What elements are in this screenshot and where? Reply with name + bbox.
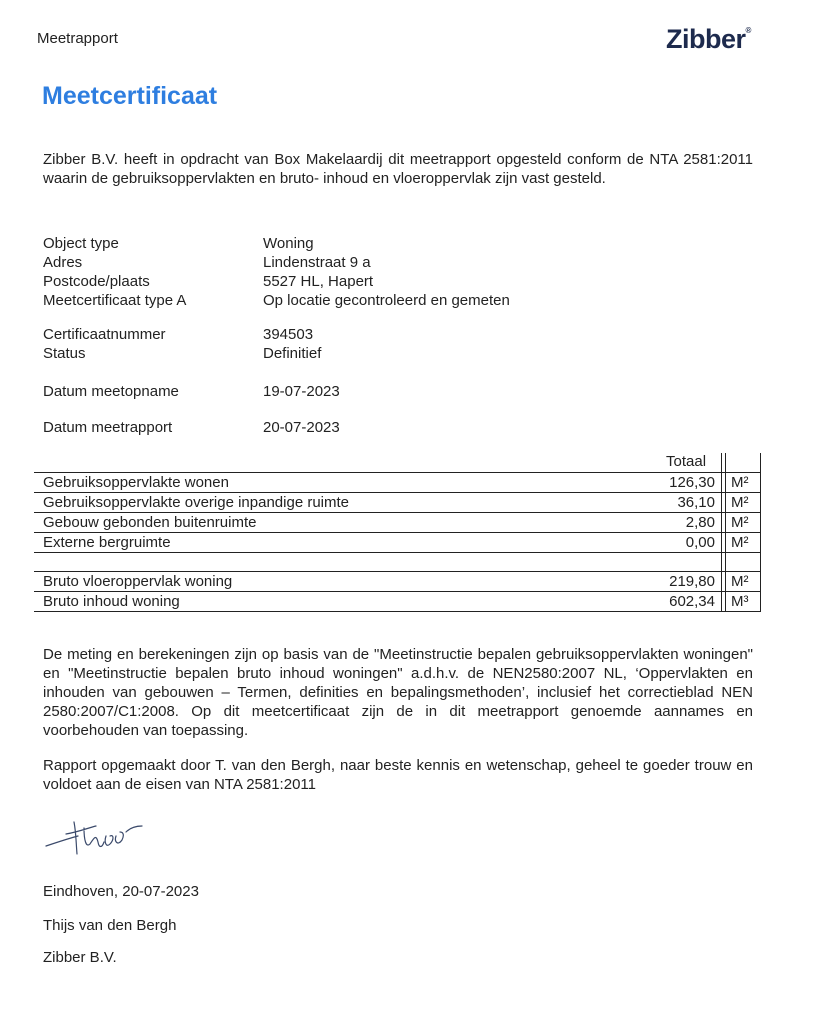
info-value: Definitief (263, 345, 322, 362)
handwritten-signature (44, 808, 154, 873)
info-label: Object type (43, 235, 119, 252)
row-label: Gebouw gebonden buitenruimte (43, 514, 257, 531)
info-label: Postcode/plaats (43, 273, 150, 290)
row-label: Gebruiksoppervlakte wonen (43, 474, 229, 491)
row-value: 2,80 (685, 514, 715, 531)
column-header-totaal: Totaal (666, 453, 707, 470)
table-rule (34, 472, 761, 473)
header-label: Meetrapport (37, 30, 118, 47)
table-row (34, 473, 761, 493)
info-value: 5527 HL, Hapert (263, 273, 374, 290)
table-rule (34, 552, 761, 553)
table-column-divider (760, 453, 761, 612)
row-label: Bruto inhoud woning (43, 593, 180, 610)
row-unit: M² (731, 514, 749, 531)
info-value: Lindenstraat 9 a (263, 254, 371, 271)
signature-image (44, 808, 154, 868)
table-rule (34, 492, 761, 493)
row-unit: M² (731, 474, 749, 491)
row-label: Gebruiksoppervlakte overige inpandige ruimte (43, 494, 350, 511)
logo-text: Zibber (666, 24, 746, 54)
info-label: Status (43, 345, 86, 362)
page-title: Meetcertificaat (42, 82, 218, 110)
row-value: 602,34 (669, 593, 715, 610)
row-label: Externe bergruimte (43, 534, 171, 551)
rapport-paragraph: Rapport opgemaakt door T. van den Bergh, naar beste kennis en wetenschap, geheel te goeder trouw en voldoet aan de eisen van NTA 2581:2011 (43, 757, 753, 793)
row-unit: M³ (731, 593, 749, 610)
row-label: Bruto vloeroppervlak woning (43, 573, 233, 590)
info-value: 19-07-2023 (263, 383, 340, 400)
info-value: 20-07-2023 (263, 419, 340, 436)
row-value: 219,80 (669, 573, 715, 590)
row-unit: M² (731, 494, 749, 511)
row-unit: M² (731, 573, 749, 590)
info-value: 394503 (263, 326, 314, 343)
row-value: 36,10 (677, 494, 715, 511)
table-rule (34, 611, 761, 612)
zibber-logo (666, 24, 751, 55)
row-value: 0,00 (685, 534, 715, 551)
info-label: Datum meetopname (43, 383, 179, 400)
table-column-divider (721, 453, 722, 612)
info-label: Meetcertificaat type A (43, 292, 187, 309)
info-label: Adres (43, 254, 83, 271)
table-row (34, 533, 761, 553)
info-value: Woning (263, 235, 314, 252)
table-row (34, 592, 761, 612)
info-value: Op locatie gecontroleerd en gemeten (263, 292, 510, 309)
table-rule (34, 591, 761, 592)
table-row (34, 493, 761, 513)
table-row (34, 513, 761, 533)
table-rule (34, 571, 761, 572)
signer-name: Thijs van den Bergh (43, 917, 177, 934)
info-label: Datum meetrapport (43, 419, 173, 436)
row-unit: M² (731, 534, 749, 551)
table-row (34, 572, 761, 592)
place-date: Eindhoven, 20-07-2023 (43, 883, 199, 900)
row-value: 126,30 (669, 474, 715, 491)
table-rule (34, 512, 761, 513)
table-column-divider (725, 453, 726, 612)
info-label: Certificaatnummer (43, 326, 166, 343)
company-name: Zibber B.V. (43, 949, 117, 966)
closing-paragraph: De meting en berekeningen zijn op basis van de "Meetinstructie bepalen gebruiksoppervlakten woningen" en "Meetinstructie bepalen bruto inhoud woningen" a.d.h.v. de NEN2580:2007 NL, ‘Oppervlakten en inhouden van gebouwen – Termen, definities en bepalingsmethoden’, inclusief het correctieblad NEN 2580:2007/C1:2008. Op dit meetcertificaat zijn de in dit meetrapport genoemde aannames en voorbehouden van toepassing. (43, 646, 753, 739)
intro-paragraph: Zibber B.V. heeft in opdracht van Box Makelaardij dit meetrapport opgesteld conform de NTA 2581:2011 waarin de gebruiksoppervlakten en bruto- inhoud en vloeroppervlak zijn vast gesteld. (43, 151, 753, 187)
table-rule (34, 532, 761, 533)
registered-mark: ® (745, 26, 751, 35)
